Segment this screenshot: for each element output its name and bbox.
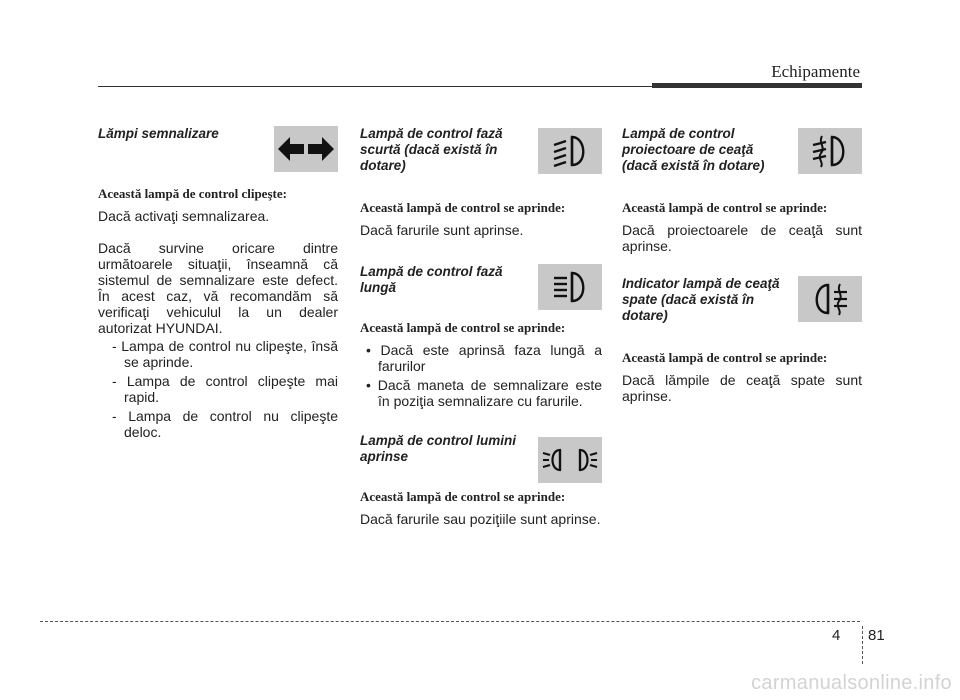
- low-beam-section: [360, 126, 602, 200]
- footer-divider: [862, 626, 863, 664]
- column-left: [98, 126, 338, 443]
- front-fog-light-icon: [798, 128, 862, 174]
- malfunction-list: [98, 338, 338, 440]
- front-fog-section: [622, 126, 862, 200]
- page-number: 81: [868, 627, 885, 644]
- chapter-number: 4: [832, 627, 841, 644]
- section-title: Lămpi semnalizare: [98, 126, 219, 141]
- page-header-title: Echipamente: [771, 62, 860, 81]
- list-item: - Lampa de control clipeşte mai rapid.: [112, 373, 338, 405]
- section-subhead: Această lampă de control se aprinde:: [360, 489, 566, 504]
- section-title: Lampă de control fază lungă: [360, 264, 503, 295]
- section-subhead: Această lampă de control se aprinde:: [622, 200, 828, 215]
- watermark: carmanualsonline.info: [751, 672, 952, 694]
- section-text: Dacă survine oricare dintre următoarele situaţii, înseamnă că sistemul de semnalizare este defect. În acest caz, vă recomandăm să verificaţi vehiculul la un dealer autorizat HYUNDAI.: [98, 240, 338, 336]
- list-item: • Dacă maneta de semnalizare este în poziţia semnalizare cu farurile.: [366, 377, 602, 409]
- position-lights-icon: [538, 437, 602, 483]
- section-text: Dacă proiectoarele de ceaţă sunt aprinse.: [622, 222, 862, 254]
- section-text: Dacă activaţi semnalizarea.: [98, 208, 270, 224]
- section-title: Indicator lampă de ceaţă spate (dacă există în dotare): [622, 276, 780, 323]
- section-title: Lampă de control proiectoare de ceaţă (dacă există în dotare): [622, 126, 765, 173]
- turn-signal-arrows-icon: [274, 126, 338, 172]
- lights-on-section: [360, 433, 602, 489]
- section-text: Dacă farurile sau poziţiile sunt aprinse.: [360, 511, 601, 527]
- high-beam-icon: [538, 264, 602, 310]
- section-title: Lampă de control fază scurtă (dacă există în dotare): [360, 126, 503, 173]
- column-middle: [360, 126, 602, 527]
- list-item: - Lampa de control nu clipeşte, însă se aprinde.: [112, 338, 338, 370]
- rear-fog-section: [622, 276, 862, 350]
- section-title: Lampă de control lumini aprinse: [360, 433, 517, 464]
- rear-fog-light-icon: [798, 276, 862, 322]
- section-subhead: Această lampă de control se aprinde:: [360, 200, 566, 215]
- header-rule-accent: [652, 83, 862, 88]
- low-beam-icon: [538, 128, 602, 174]
- high-beam-section: [360, 264, 602, 320]
- section-subhead: Această lampă de control se aprinde:: [360, 320, 566, 335]
- section-subhead: Această lampă de control se aprinde:: [622, 350, 828, 365]
- footer-rule: [40, 621, 860, 622]
- list-item: • Dacă este aprinsă faza lungă a farurilor: [366, 342, 602, 374]
- turn-signal-section: [98, 126, 338, 186]
- column-right: [622, 126, 862, 404]
- section-text: Dacă lămpile de ceaţă spate sunt aprinse.: [622, 372, 862, 404]
- section-subhead: Această lampă de control clipeşte:: [98, 186, 287, 201]
- section-text: Dacă farurile sunt aprinse.: [360, 222, 524, 238]
- high-beam-list: [360, 342, 602, 409]
- list-item: - Lampa de control nu clipeşte deloc.: [112, 408, 338, 440]
